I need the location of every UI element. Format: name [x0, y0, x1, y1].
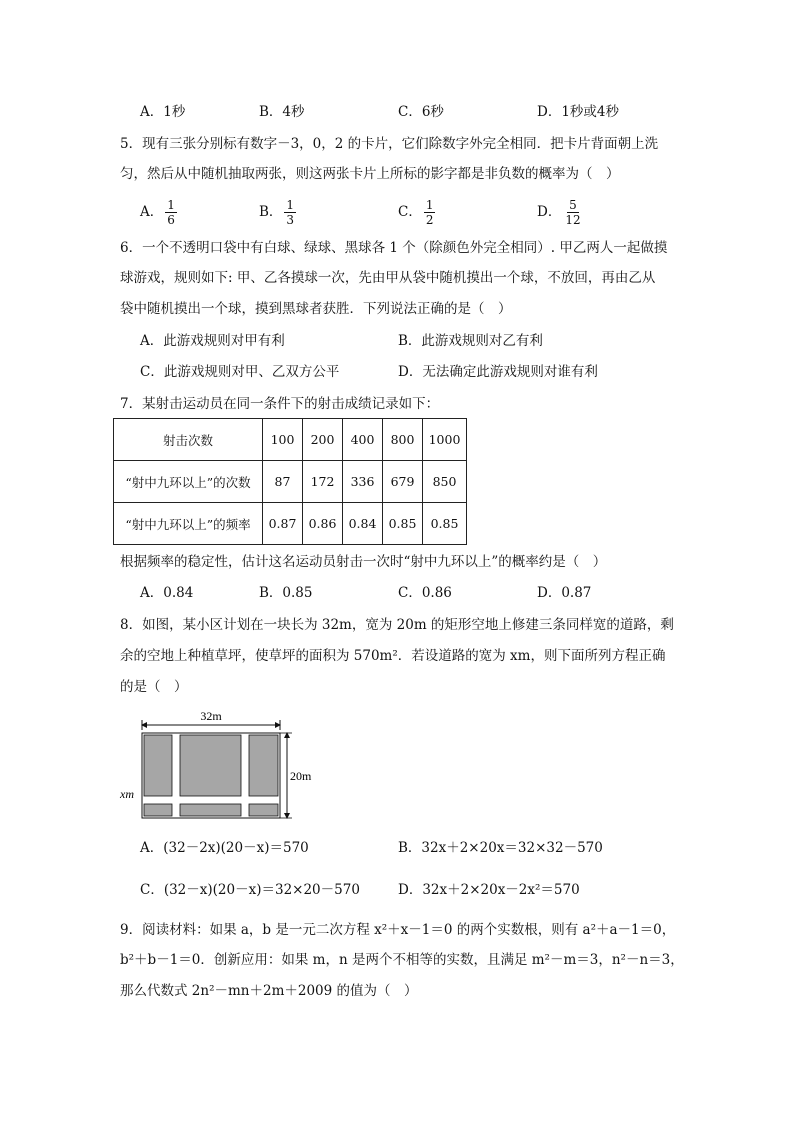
- fraction: [563, 198, 582, 227]
- table-cell: “射中九环以上”的次数: [114, 461, 263, 503]
- grass-block: [144, 804, 172, 816]
- q5-option-b[interactable]: [259, 198, 296, 227]
- q8-option-b[interactable]: B．32x＋2×20x＝32×32－570: [398, 840, 603, 856]
- option-label: A．: [140, 204, 164, 220]
- table-cell: 172: [303, 461, 343, 503]
- q8-option-a[interactable]: A．(32－2x)(20－x)＝570: [140, 840, 309, 856]
- shooting-record-table: [113, 418, 467, 545]
- q8-option-d[interactable]: D．32x＋2×20x－2x²＝570: [398, 882, 580, 898]
- grass-block: [249, 735, 278, 796]
- table-cell: 400: [343, 419, 383, 461]
- width-label: 32m: [200, 709, 222, 723]
- fraction: [165, 198, 177, 227]
- road-diagram: [112, 706, 322, 822]
- q9-text-line-2: b²＋b－1＝0．创新应用：如果 m，n 是两个不相等的实数，且满足 m²－m＝3，n²－n＝3，: [120, 952, 684, 968]
- table-row: [114, 461, 467, 503]
- option-label: B．: [259, 204, 283, 220]
- table-cell: 336: [343, 461, 383, 503]
- q7-option-d[interactable]: D．0.87: [537, 585, 592, 601]
- numerator: 1: [286, 198, 295, 212]
- table-cell: 0.85: [383, 503, 423, 545]
- table-cell: 0.86: [303, 503, 343, 545]
- denominator: 12: [565, 213, 581, 227]
- road-width-label: xm: [120, 787, 134, 801]
- table-cell: 1000: [423, 419, 467, 461]
- table-cell: 0.84: [343, 503, 383, 545]
- table-cell: 679: [383, 461, 423, 503]
- numerator: 1: [167, 198, 175, 212]
- fraction: [284, 198, 296, 227]
- q7-option-c[interactable]: C．0.86: [398, 585, 452, 601]
- q5-option-c[interactable]: [398, 198, 435, 227]
- grass-block: [144, 735, 172, 796]
- grass-block: [180, 735, 241, 796]
- table-cell: 0.87: [263, 503, 303, 545]
- q5-text-line-2: 匀，然后从中随机抽取两张，则这两张卡片上所标的影字都是非负数的概率为（ ）: [120, 166, 620, 182]
- q7-text-line-2: 根据频率的稳定性，估计这名运动员射击一次时“射中九环以上”的概率约是（ ）: [120, 554, 607, 570]
- q4-option-b[interactable]: B．4秒: [259, 104, 305, 120]
- q5-option-a[interactable]: [140, 198, 177, 227]
- fraction: [424, 198, 436, 227]
- q6-text-line-3: 袋中随机摸出一个球，摸到黑球者获胜．下列说法正确的是（ ）: [120, 301, 512, 317]
- q5-option-d[interactable]: [537, 198, 583, 227]
- q8-text-line-3: 的是（ ）: [120, 679, 188, 695]
- table-row: [114, 419, 467, 461]
- q9-text-line-3: 那么代数式 2n²－mn＋2m＋2009 的值为（ ）: [120, 983, 418, 999]
- height-label: 20m: [290, 769, 312, 783]
- q6-option-b[interactable]: B．此游戏规则对乙有利: [398, 333, 543, 349]
- numerator: 5: [569, 198, 577, 212]
- denominator: 3: [286, 213, 295, 227]
- table-row: [114, 503, 467, 545]
- q8-text-line-2: 余的空地上种植草坪，使草坪的面积为 570m²．若设道路的宽为 xm，则下面所列方程正确: [120, 648, 666, 664]
- table-cell: 100: [263, 419, 303, 461]
- q5-text-line-1: 5．现有三张分别标有数字－3，0，2 的卡片，它们除数字外完全相同．把卡片背面朝上洗: [120, 136, 659, 152]
- q4-option-a[interactable]: A．1秒: [140, 104, 186, 120]
- grass-block: [180, 804, 241, 816]
- option-label: C．: [398, 204, 422, 220]
- numerator: 1: [425, 198, 434, 212]
- q6-text-line-2: 球游戏，规则如下: 甲、乙各摸球一次，先由甲从袋中随机摸出一个球，不放回，再由乙从: [120, 270, 656, 286]
- q6-option-a[interactable]: A．此游戏规则对甲有利: [140, 333, 285, 349]
- q6-option-d[interactable]: D．无法确定此游戏规则对谁有利: [398, 364, 598, 380]
- q9-text-line-1: 9．阅读材料：如果 a，b 是一元二次方程 x²＋x－1＝0 的两个实数根，则有 a²＋a－1＝0，: [120, 922, 676, 938]
- option-label: D．: [537, 204, 562, 220]
- q6-option-c[interactable]: C．此游戏规则对甲、乙双方公平: [140, 364, 340, 380]
- q4-option-d[interactable]: D．1秒或4秒: [537, 104, 620, 120]
- q7-text-line-1: 7．某射击运动员在同一条件下的射击成绩记录如下：: [120, 396, 440, 412]
- denominator: 6: [167, 213, 175, 227]
- q8-option-c[interactable]: C．(32－x)(20－x)＝32×20－570: [140, 882, 360, 898]
- table-cell: 800: [383, 419, 423, 461]
- q6-text-line-1: 6．一个不透明口袋中有白球、绿球、黑球各 1 个（除颜色外完全相同）. 甲乙两人一起做摸: [120, 240, 668, 256]
- q7-option-b[interactable]: B．0.85: [259, 585, 313, 601]
- q4-option-c[interactable]: C．6秒: [398, 104, 444, 120]
- q7-option-a[interactable]: A．0.84: [140, 585, 194, 601]
- table-cell: “射中九环以上”的频率: [114, 503, 263, 545]
- table-cell: 0.85: [423, 503, 467, 545]
- table-cell: 850: [423, 461, 467, 503]
- table-cell: 射击次数: [114, 419, 263, 461]
- grass-block: [249, 804, 278, 816]
- denominator: 2: [425, 213, 434, 227]
- q8-text-line-1: 8．如图，某小区计划在一块长为 32m，宽为 20m 的矩形空地上修建三条同样宽的道路，剩: [120, 617, 674, 633]
- table-cell: 200: [303, 419, 343, 461]
- table-cell: 87: [263, 461, 303, 503]
